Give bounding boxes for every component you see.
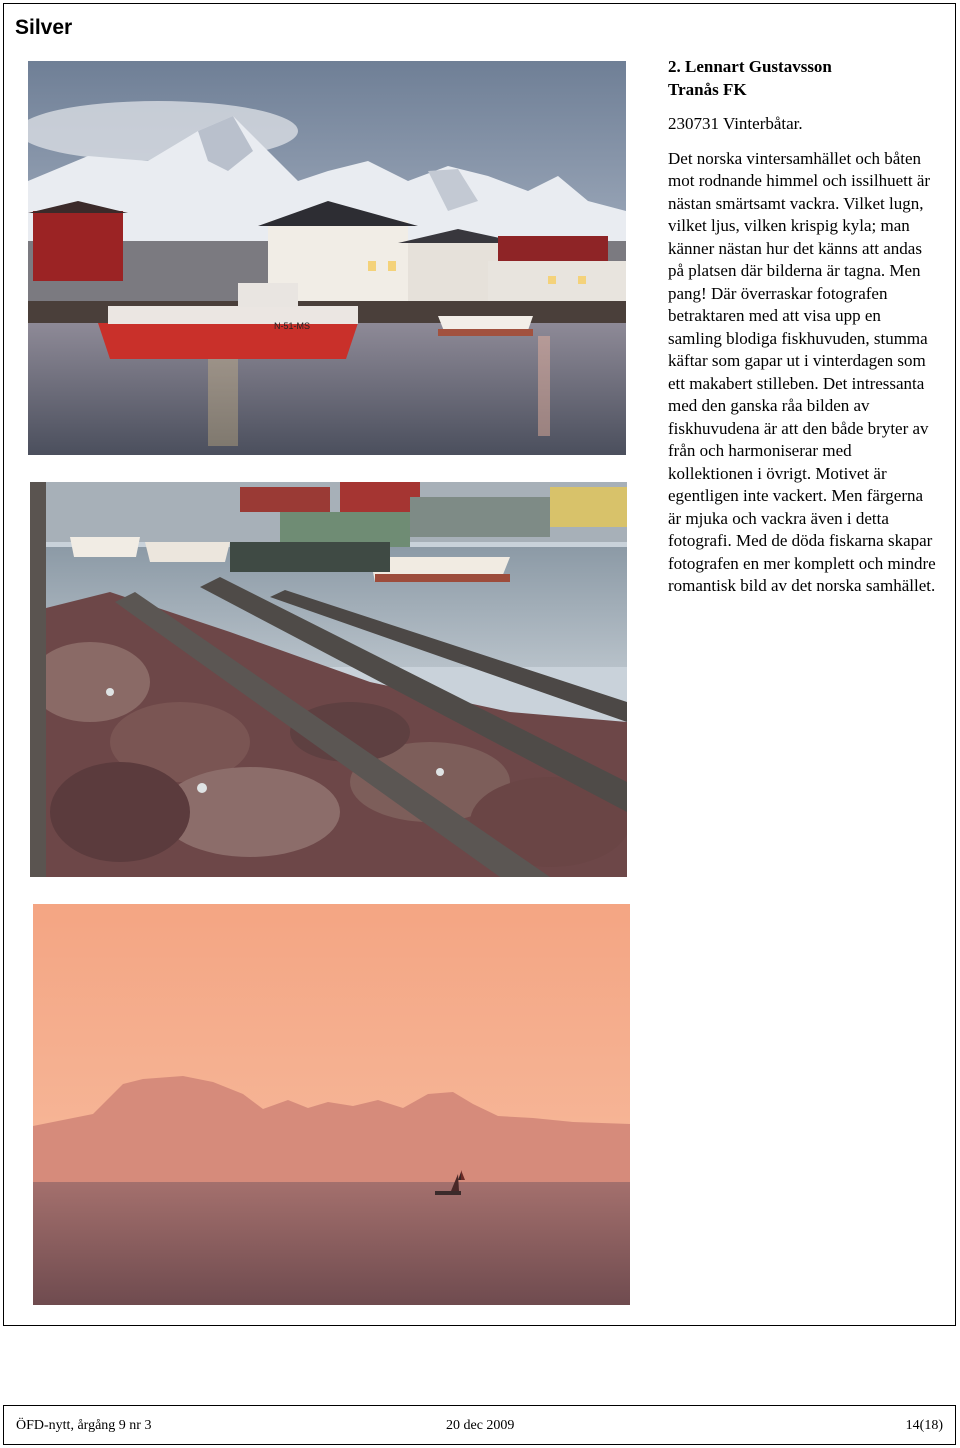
entry-body: Det norska vintersamhället och båten mot rodnande himmel och issilhuett är nästan smärtsamt vackra. Vilket lugn, vilket ljus, vilken krispig kyla; man känner nästan hur det känns att andas på platsen där bilderna är tagna. Men pang! Där överraskar fotografen betraktaren med att visa upp en samling blodiga fiskhuvuden, stumma käftar som gapar ut i vinterdagen som ett makabert stilleben. Det intressanta med den ganska råa bilden av fiskhuvudena är att den både bryter av från och harmoniserar med kollektionen i övrigt. Motivet är egentligen inte vackert. Men färgerna är mjuka och vackra även i detta fotografi. Med de döda fiskarna skapar fotografen en mer komplett och mindre romantisk bild av det norska samhället. bbox=[668, 148, 936, 595]
entry-club: Tranås FK bbox=[668, 79, 747, 99]
entry-text-column bbox=[668, 56, 938, 610]
photo-fish-heads bbox=[30, 482, 627, 877]
footer-date: 20 dec 2009 bbox=[446, 1418, 515, 1433]
photo-harbor-red-boat bbox=[28, 61, 626, 455]
entry-rank-name: 2. Lennart Gustavsson bbox=[668, 57, 832, 76]
boat-registration: N-51-MS bbox=[274, 321, 311, 331]
page-footer bbox=[3, 1405, 956, 1445]
page-heading: Silver bbox=[15, 16, 73, 39]
footer-page-number: 14(18) bbox=[905, 1418, 943, 1433]
photo-sunset-sailboat bbox=[33, 904, 630, 1305]
entry-title: 230731 Vinterbåtar. bbox=[668, 114, 803, 133]
footer-publication: ÖFD-nytt, årgång 9 nr 3 bbox=[16, 1418, 152, 1433]
